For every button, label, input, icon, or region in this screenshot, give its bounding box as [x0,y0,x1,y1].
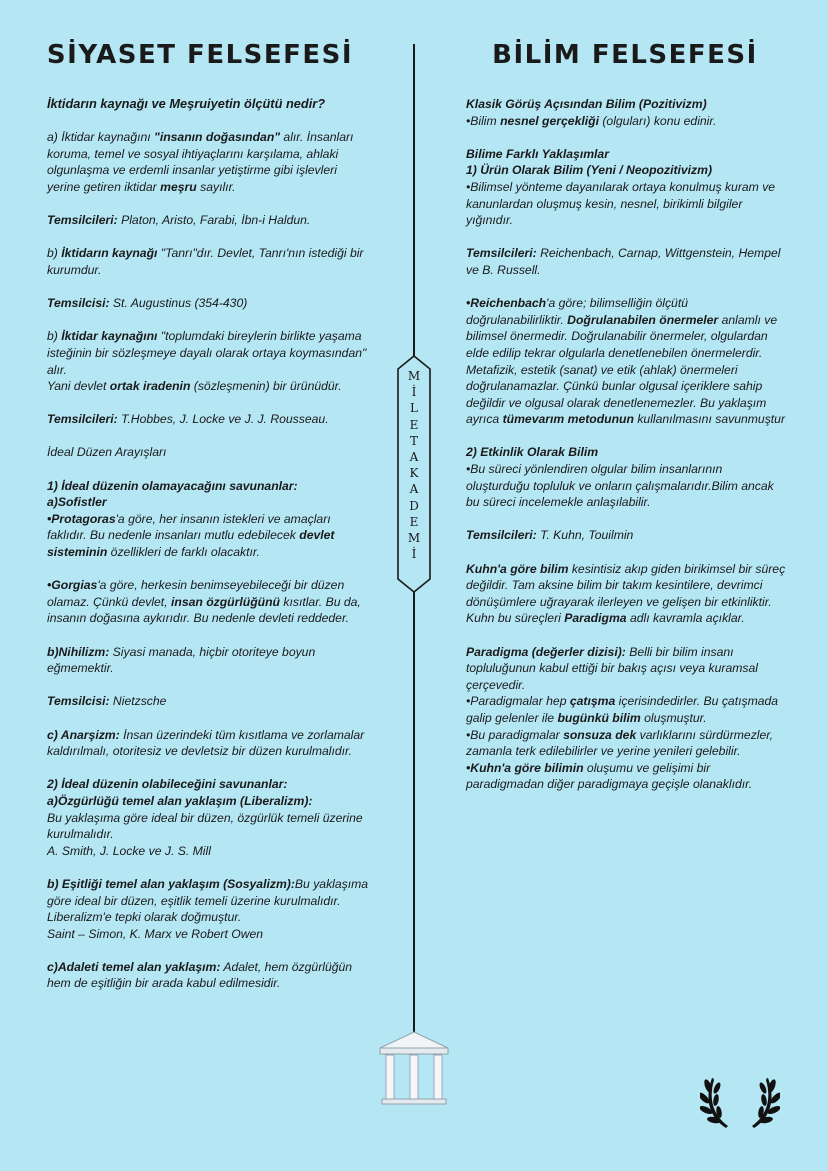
text: St. Augustinus (354-430) [109,296,248,311]
text: a) İktidar kaynağını [47,130,155,145]
text: sayılır. [196,179,236,194]
left-column [47,96,369,1009]
urun-heading: 1) Ürün Olarak Bilim (Yeni / Neopozitivizm) [466,163,713,178]
text: varlıklarını sürdürmezler, zamanla terk edilebilirler ve yerine yenileri gelebilir. [466,727,774,759]
academy-letter: E [409,417,419,432]
academy-vertical-text [397,368,431,562]
gorgias-paragraph [47,577,369,627]
academy-letter: A [409,450,419,465]
academy-letter: M [407,531,421,546]
text: b) [47,329,62,344]
klasik-text [466,113,786,130]
text: T.Hobbes, J. Locke ve J. J. Rousseau. [117,412,329,427]
paragraph-b2 [47,328,369,378]
text: T. Kuhn, Touilmin [536,528,634,543]
academy-letter: E [409,514,419,529]
bold-text: Kuhn'a göre bilim [466,561,569,576]
text: Bu yaklaşıma göre ideal bir düzen, eşitlik temeli üzerine kurulmalıdır. Liberalizm'e tepki olarak doğmuştur. [47,876,369,925]
text: •Paradigmalar hep [466,694,570,709]
label: Temsilcisi: [47,694,110,709]
representatives-1 [47,212,369,229]
bold-text: c) Anarşizm: [47,727,120,742]
anarsizm-paragraph [47,727,369,760]
bold-text: ortak iradenin [109,379,191,394]
academy-letter: İ [411,385,417,400]
label: Temsilcileri: [466,246,537,261]
text: alır. İnsanları koruma, temel ve sosyal ihtiyaçlarını karşılama, ahlaki olgunlaşma ve erdemli insanlar yetiştirme gibi işlevleri yerine getiren iktidar [47,130,354,194]
sosyalizm-representatives: Saint – Simon, K. Marx ve Robert Owen [47,926,264,941]
temple-icon [376,1028,452,1108]
text: "Tanrı"dır. Devlet, Tanrı'nın istediği bir kurumdur. [47,246,364,277]
bold-text: •Kuhn'a göre bilimin [466,760,584,775]
academy-letter: A [409,482,419,497]
paragraph-b1 [47,245,369,278]
bold-text: İktidarın kaynağı [61,246,158,261]
text: özellikleri de farklı olacaktır. [107,545,260,560]
bold-text: c)Adaleti temel alan yaklaşım: [47,959,221,974]
text: •Bilim [466,113,501,128]
bold-text: Paradigma [564,611,627,626]
text: Belli bir bilim insanı topluluğunun kabul ettiği bir bakış açısı veya kuramsal çerçevedir. [466,644,758,692]
label: Temsilcileri: [466,528,537,543]
bold-text: b)Nihilizm: [47,644,110,659]
text: kesintisiz akıp giden birikimsel bir süreç değildir. Tam aksine bilim bir takım kesintilere, devrimci dönüşümlere uğrayarak ilerleyen ve gelişen bir etkinliktir. [466,561,786,609]
right-column [466,96,786,810]
adalet-paragraph [47,959,369,992]
text: İnsan üzerindeki tüm kısıtlama ve zorlamalar kaldırılmalı, otoritesiz ve devletsiz bir düzen kurulmalıdır. [47,727,365,759]
text: kısıtlar. Bu da, insanın doğasına aykırıdır. Bu nedenle devleti reddeder. [47,594,361,626]
paradigma-paragraph [466,644,786,694]
academy-letter: L [410,401,418,416]
text: anlamlı ve bilimsel önermedir. Doğrulanabilir önermeler, olgulardan elde edilip tekrar olgularla denetlenebilen önermelerdir. Metafizik, estetik (sanat) ve etik (ahlak) önermeleri doğrulanamazlar. Çünkü bunlar olgusal içeriklere sahip değildir ve olgusal olarak denetlenemezler. Bu yaklaşım ayrıca [466,312,778,427]
text: adlı kavramla açıklar. [626,611,745,626]
text: Nietzsche [109,694,167,709]
etkinlik-text: •Bu süreci yönlendiren olgular bilim insanlarının oluşturduğu topluluk ve onların çalışmalarıdır.Bilim ancak bu süreci incelemekle anlaşılabilir. [466,462,774,510]
text: kullanılmasını savunmuştur [633,412,786,427]
liberalizm-representatives: A. Smith, J. Locke ve J. S. Mill [47,843,211,858]
text: 'a göre; bilimselliğin ölçütü doğrulanabilirliktir. [466,296,689,327]
liberalizm-text: Bu yaklaşıma göre ideal bir düzen, özgürlük temeli üzerine kurulmalıdır. [47,810,363,842]
label: Temsilcileri: [47,213,118,228]
ideal-heading: İdeal Düzen Arayışları [47,445,167,460]
bold-text: İktidar kaynağını [61,329,158,344]
representatives-4 [47,693,369,710]
academy-letter: K [409,466,419,481]
bold-text: Paradigma (değerler dizisi): [466,644,626,659]
text: Yani devlet [47,379,110,394]
section-1-heading: 1) İdeal düzenin olamayacağını savunanlar: [47,478,298,493]
text: (olguları) konu edinir. [598,113,717,128]
paradigma-bullet-1 [466,693,786,726]
bold-text: devlet sisteminin [47,528,335,560]
liberalizm-heading: a)Özgürlüğü temel alan yaklaşım (Liberalizm): [47,793,313,808]
left-column-title: SİYASET FELSEFESİ [46,40,354,70]
text: oluşumu ve gelişimi bir paradigmadan diğer paradigmaya geçişle olanaklıdır. [466,760,753,792]
text: içerisindedirler. Bu çatışmada galip gelenler ile [466,694,779,725]
bold-text: b) Eşitliği temel alan yaklaşım (Sosyalizm): [47,876,295,891]
bold-text: •Reichenbach [466,296,547,311]
sosyalizm-paragraph [47,876,369,926]
farkli-heading: Bilime Farklı Yaklaşımlar [466,146,609,161]
main-question: İktidarın kaynağı ve Meşruiyetin ölçütü nedir? [47,96,326,111]
bold-text: meşru [160,179,197,194]
bold-text: •Gorgias [47,578,98,593]
label: Temsilcisi: [47,296,110,311]
text: Platon, Aristo, Farabi, İbn-i Haldun. [117,213,311,228]
label: Temsilcileri: [47,412,118,427]
bold-text: nesnel gerçekliği [500,113,599,128]
kuhn-paragraph-line2 [466,610,786,627]
bold-text: bugünkü bilim [557,710,641,725]
laurel-wreath-icon [700,1072,780,1130]
representatives-1 [466,245,786,278]
text: 'a göre, her insanın istekleri ve amaçları faklıdır. Bu nedenle insanları mutlu edebilecek [47,511,331,543]
text: Kuhn bu süreçleri [466,611,565,626]
kuhn-paragraph [466,561,786,611]
academy-letter: M [407,369,421,383]
bold-text: Doğrulanabilen önermeler [567,312,719,327]
etkinlik-heading: 2) Etkinlik Olarak Bilim [466,445,599,460]
bold-text: sonsuza dek [563,727,637,742]
bold-text: •Protagoras [47,511,116,526]
representatives-2 [47,295,369,312]
text: Reichenbach, Carnap, Wittgenstein, Hempel ve B. Russell. [466,246,781,277]
academy-letter: D [409,498,419,513]
text: (sözleşmenin) bir ürünüdür. [190,379,342,394]
academy-letter: İ [411,547,417,562]
bold-text: çatışma [569,694,616,709]
bold-text: insan özgürlüğünü [170,594,280,609]
klasik-heading: Klasik Görüş Açısından Bilim (Pozitivizm) [466,97,707,111]
text: Siyasi manada, hiçbir otoriteye boyun eğmemektir. [47,644,316,676]
paragraph-b2-line2 [47,378,369,395]
academy-letter: T [409,433,418,448]
paradigma-bullet-3 [466,760,786,793]
sofistler-heading: a)Sofistler [47,495,107,510]
representatives-2 [466,527,786,544]
nihilizm-paragraph [47,644,369,677]
text: "toplumdaki bireylerin birlikte yaşama isteğinin bir sözleşmeye dayalı olarak ortaya koymasından" alır. [47,329,367,377]
urun-text: •Bilimsel yönteme dayanılarak ortaya konulmuş kuram ve kanunlardan oluşmuş kesin, nesnel, birikimli bilgiler yığınıdır. [466,179,776,228]
bold-text: tümevarım metodunun [502,412,634,427]
text: 'a göre, herkesin benimseyebileceği bir düzen olamaz. Çünkü devlet, [47,578,345,609]
text: oluşmuştur. [640,710,707,725]
section-2-heading: 2) İdeal düzenin olabileceğini savunanlar: [47,777,288,792]
bold-text: "insanın doğasından" [154,130,281,145]
reichenbach-paragraph [466,295,786,428]
representatives-3 [47,411,369,428]
text: b) [47,246,62,261]
protagoras-paragraph [47,511,369,561]
text: Adalet, hem özgürlüğün hem de eşitliğin bir arada kabul edilmesidir. [47,959,353,991]
right-column-title: BİLİM FELSEFESİ [492,40,758,70]
paradigma-bullet-2 [466,727,786,760]
paragraph-a [47,129,369,195]
text: •Bu paradigmalar [466,727,564,742]
